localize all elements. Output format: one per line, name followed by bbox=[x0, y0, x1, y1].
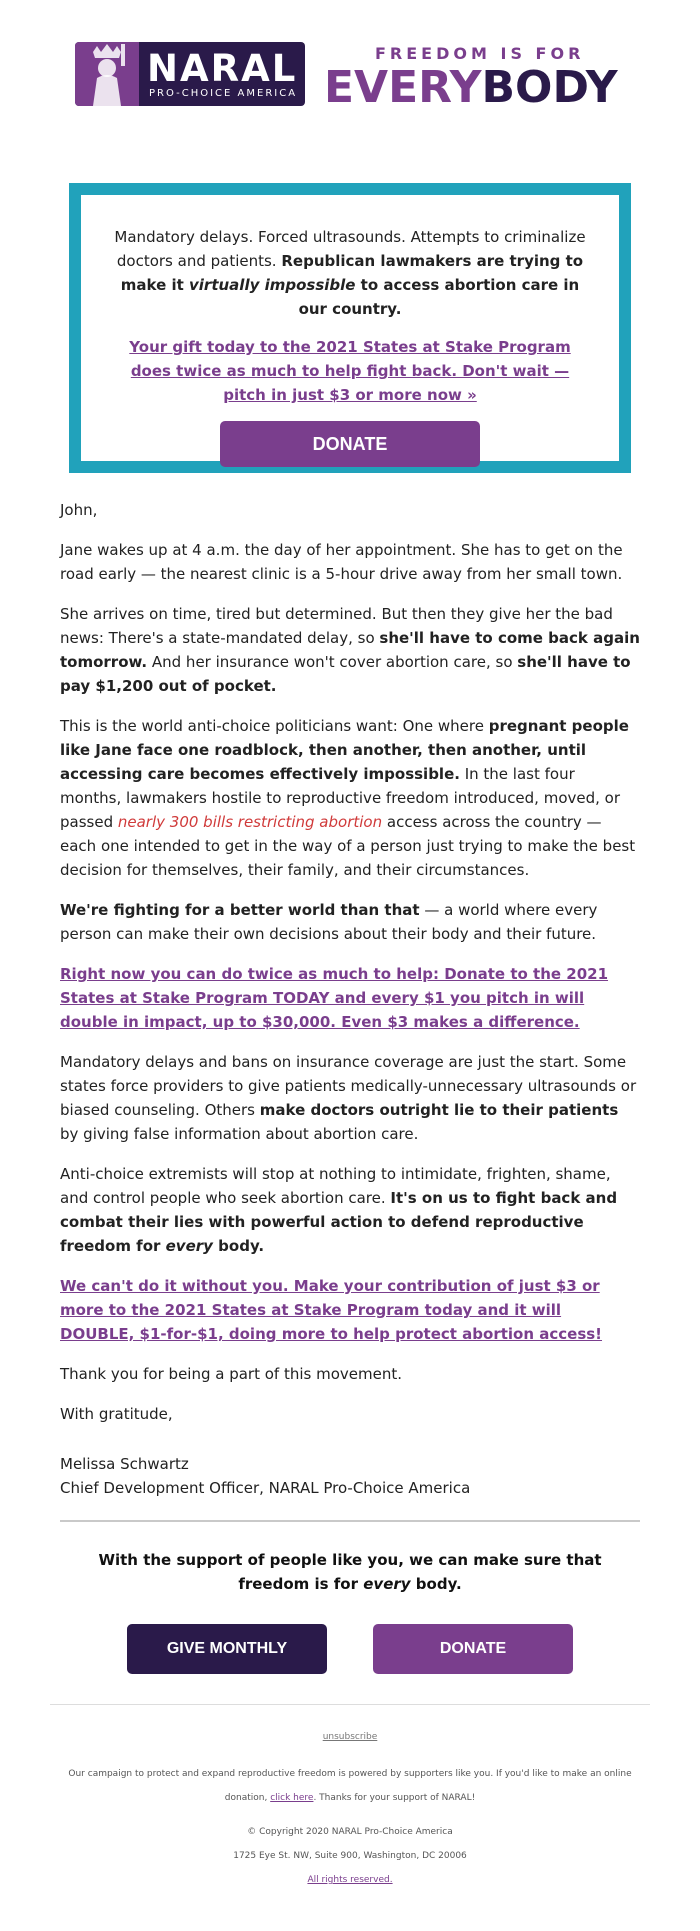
section-divider bbox=[60, 1520, 640, 1522]
thanks-line: Thank you for being a part of this movement. bbox=[60, 1365, 403, 1383]
p6-bold-italic-c: every bbox=[165, 1237, 213, 1255]
address: 1725 Eye St. NW, Suite 900, Washington, DC 20006 bbox=[233, 1851, 467, 1861]
hero-text-bold-1: Republican lawmakers are trying to make it bbox=[120, 252, 584, 294]
signer-title: Chief Development Officer, NARAL Pro-Choice America bbox=[60, 1479, 471, 1497]
hero-donate-link[interactable]: Your gift today to the 2021 States at Stake Program does twice as much to help fight back. Don't wait — pitch in just $3 or more now » bbox=[129, 338, 571, 404]
p2-text-c: And her insurance won't cover abortion care, so bbox=[147, 653, 518, 671]
footer-fine-print bbox=[60, 1762, 640, 1810]
p3-text-a: This is the world anti-choice politicians want: One where bbox=[60, 717, 489, 735]
p3-bold-b: pregnant people like Jane face one roadblock, then another, then another, until accessing care becomes effectively impossible. bbox=[60, 717, 629, 783]
paragraph-6 bbox=[60, 1162, 640, 1258]
paragraph-3 bbox=[60, 714, 640, 882]
p3-text-e: access across the country — each one intended to get in the way of a person just trying to make the best decision for themselves, their family, and their circumstances. bbox=[60, 813, 636, 879]
hero-text-intro: Mandatory delays. Forced ultrasounds. Attempts to criminalize doctors and patients. bbox=[114, 228, 586, 270]
fine-text-b: . Thanks for your support of NARAL! bbox=[313, 1793, 476, 1803]
copyright: © Copyright 2020 NARAL Pro-Choice America bbox=[247, 1827, 453, 1837]
donate-button[interactable]: DONATE bbox=[373, 1624, 573, 1674]
greeting: John, bbox=[60, 501, 98, 519]
logo-name: NARAL bbox=[147, 47, 298, 90]
p6-text-a: Anti-choice extremists will stop at nothing to intimidate, frighten, shame, and control people who seek abortion care. bbox=[60, 1165, 611, 1207]
tagline-every: EVERY bbox=[324, 62, 482, 113]
hero-text-bold-italic: virtually impossible bbox=[189, 276, 356, 294]
donate-link-2-wrap bbox=[60, 1274, 640, 1346]
tagline-bottom bbox=[324, 62, 618, 113]
paragraph-5 bbox=[60, 1050, 640, 1146]
all-rights-reserved-link[interactable]: All rights reserved. bbox=[307, 1875, 393, 1885]
naral-logo[interactable] bbox=[75, 42, 305, 106]
p5-bold-b: make doctors outright lie to their patients bbox=[259, 1101, 619, 1119]
p5-text-a: Mandatory delays and bans on insurance coverage are just the start. Some states force providers to give patients medically-unnecessary ultrasounds or biased counseling. Others bbox=[60, 1053, 637, 1119]
support-text-every: every bbox=[363, 1575, 411, 1593]
donate-link-1[interactable]: Right now you can do twice as much to help: Donate to the 2021 States at Stake Program TODAY and every $1 you pitch in will double in impact, up to $30,000. Even $3 makes a difference. bbox=[60, 965, 609, 1031]
p2-text-a: She arrives on time, tired but determined. But then they give her the bad news: There's a state-mandated delay, so bbox=[60, 605, 613, 647]
p6-bold-b: It's on us to fight back and combat their lies with powerful action to defend reproductive freedom for bbox=[60, 1189, 618, 1255]
email-header bbox=[0, 0, 700, 120]
give-monthly-button[interactable]: GIVE MONTHLY bbox=[127, 1624, 327, 1674]
p4-bold-a: We're fighting for a better world than that bbox=[60, 901, 420, 919]
p5-text-c: by giving false information about abortion care. bbox=[60, 1125, 419, 1143]
support-text-a: With the support of people like you, we can make sure that freedom is for bbox=[98, 1551, 602, 1593]
donate-link-2[interactable]: We can't do it without you. Make your contribution of just $3 or more to the 2021 States at Stake Program today and it will DOUBLE, $1-for-$1, doing more to help protect abortion access! bbox=[60, 1277, 603, 1343]
click-here-link[interactable]: click here bbox=[270, 1793, 314, 1803]
closing-line: With gratitude, bbox=[60, 1405, 173, 1423]
logo-subtitle: PRO-CHOICE AMERICA bbox=[149, 88, 298, 99]
unsubscribe-link[interactable]: unsubscribe bbox=[322, 1732, 378, 1742]
hero-text bbox=[111, 225, 589, 321]
email-footer bbox=[60, 1724, 640, 1892]
tagline-top: FREEDOM IS FOR bbox=[375, 44, 585, 63]
signer-name: Melissa Schwartz bbox=[60, 1455, 189, 1473]
p2-bold-d: she'll have to pay $1,200 out of pocket. bbox=[60, 653, 631, 695]
paragraph-2 bbox=[60, 602, 640, 698]
hero-donate-button[interactable]: DONATE bbox=[220, 421, 480, 467]
letter-body bbox=[60, 498, 640, 1500]
fine-text-a: Our campaign to protect and expand reproductive freedom is powered by supporters like you. If you'd like to make an online donation, bbox=[68, 1769, 632, 1803]
p6-bold-d: body. bbox=[212, 1237, 265, 1255]
tagline-body: BODY bbox=[481, 62, 618, 113]
hero-box bbox=[69, 183, 631, 473]
hero-text-bold-2: to access abortion care in our country. bbox=[298, 276, 580, 318]
p4-text-b: — a world where every person can make their own decisions about their body and their future. bbox=[60, 901, 598, 943]
p2-bold-b: she'll have to come back again tomorrow. bbox=[60, 629, 640, 671]
footer-divider bbox=[50, 1704, 650, 1705]
support-message bbox=[90, 1548, 610, 1596]
support-text-body: body. bbox=[410, 1575, 462, 1593]
paragraph-1: Jane wakes up at 4 a.m. the day of her appointment. She has to get on the road early — the nearest clinic is a 5-hour drive away from her small town. bbox=[60, 541, 623, 583]
donate-link-1-wrap bbox=[60, 962, 640, 1034]
footer-copyright-block bbox=[60, 1820, 640, 1892]
statue-of-liberty-icon bbox=[75, 42, 139, 106]
p3-red-bills-link[interactable]: nearly 300 bills restricting abortion bbox=[117, 813, 383, 831]
signature bbox=[60, 1452, 640, 1500]
paragraph-4 bbox=[60, 898, 640, 946]
p3-text-c: In the last four months, lawmakers hostile to reproductive freedom introduced, moved, or passed bbox=[60, 765, 621, 831]
